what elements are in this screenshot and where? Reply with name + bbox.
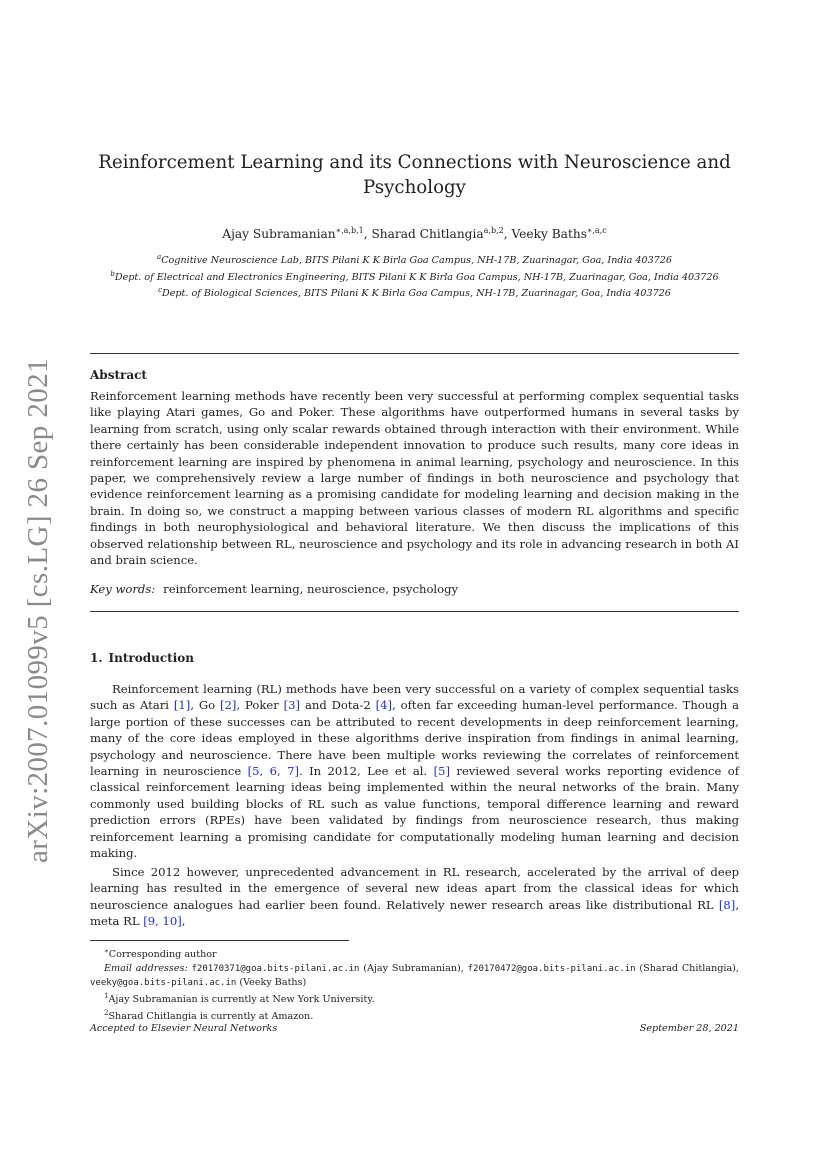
affiliation-mark: a bbox=[157, 253, 162, 261]
email-link[interactable]: f20170472@goa.bits-pilani.ac.in bbox=[467, 963, 636, 974]
email-owner: (Veeky Baths) bbox=[239, 977, 307, 988]
title-line-2: Psychology bbox=[363, 177, 466, 198]
affiliation-b bbox=[90, 268, 739, 285]
author-name: Sharad Chitlangia bbox=[371, 227, 484, 242]
footer-venue: Accepted to Elsevier Neural Networks bbox=[90, 1023, 278, 1034]
footnote-rule bbox=[90, 940, 349, 941]
author-list bbox=[90, 223, 739, 242]
footnote-text: Corresponding author bbox=[108, 949, 217, 961]
citation-link[interactable]: [3] bbox=[283, 698, 301, 713]
affiliation-a bbox=[90, 251, 739, 268]
affiliation-text: Dept. of Electrical and Electronics Engineering, BITS Pilani K K Birla Goa Campus, NH-17B, Zuarinagar, Goa, India 403726 bbox=[114, 271, 719, 283]
footnote-1 bbox=[90, 990, 739, 1007]
intro-paragraph-2 bbox=[90, 864, 739, 930]
footnote-mark: 2 bbox=[104, 1009, 109, 1017]
abstract-text: Reinforcement learning methods have recently been very successful at performing complex sequential tasks like playing Atari games, Go and Poker. These algorithms have outperformed humans in several tasks by learning from scratch, using only scalar rewards obtained through interaction with their environment. While there certainly has been considerable independent innovation to produce such results, many core ideas in reinforcement learning are inspired by phenomena in animal learning, psychology and neuroscience. In this paper, we comprehensively review a large number of findings in both neuroscience and psychology that evidence reinforcement learning as a promising candidate for modeling learning and decision making in the brain. In doing so, we construct a mapping between various classes of modern RL algorithms and specific findings in both neurophysiological and behavioral literature. We then discuss the implications of this observed relationship between RL, neuroscience and psychology and its role in advancing research in both AI and brain science. bbox=[90, 389, 739, 568]
citation-link[interactable]: [8] bbox=[718, 897, 736, 912]
citation-link[interactable]: [9, 10] bbox=[143, 914, 182, 929]
arxiv-identifier-stamp bbox=[12, 357, 64, 863]
paragraph-text: , bbox=[181, 914, 186, 929]
affiliations bbox=[90, 251, 739, 301]
affiliation-mark: b bbox=[110, 269, 115, 278]
affiliation-text: Dept. of Biological Sciences, BITS Pilani K K Birla Goa Campus, NH-17B, Zuarinagar, Goa, India 403726 bbox=[162, 288, 671, 300]
abstract-top-rule bbox=[90, 353, 739, 354]
paragraph-text: Reinforcement learning (RL) methods have been very successful on a variety of complex sequential tasks such as Atari bbox=[90, 682, 739, 713]
paragraph-text: reviewed several works reporting evidence of classical reinforcement learning ideas being implemented within the neural networks of the brain. Many commonly used building blocks of RL such as value functions, temporal difference learning and reward prediction errors (RPEs) have been validated by findings from neuroscience research, thus making reinforcement learning a promising candidate for computationally modeling human learning and decision making. bbox=[90, 764, 740, 861]
section-heading-introduction bbox=[90, 651, 194, 665]
paragraph-text: , Poker bbox=[236, 698, 284, 713]
footnotes bbox=[90, 945, 739, 1024]
title-line-1: Reinforcement Learning and its Connections with Neuroscience and bbox=[98, 152, 731, 173]
email-owner: (Ajay Subramanian), bbox=[363, 962, 464, 974]
email-link[interactable]: f20170371@goa.bits-pilani.ac.in bbox=[191, 963, 360, 974]
citation-link[interactable]: [5, 6, 7] bbox=[247, 764, 299, 779]
keywords bbox=[90, 582, 458, 596]
email-link[interactable]: veeky@goa.bits-pilani.ac.in bbox=[90, 978, 237, 988]
affiliation-mark: c bbox=[158, 286, 162, 295]
paragraph-text: , meta RL bbox=[90, 897, 739, 929]
footnote-text: Ajay Subramanian is currently at New York University. bbox=[108, 994, 375, 1006]
author-affiliation-marks: a,b,2 bbox=[483, 226, 504, 235]
intro-paragraph-1 bbox=[90, 681, 739, 861]
paragraph-text: , Go bbox=[190, 698, 220, 713]
footnote-emails bbox=[90, 962, 739, 991]
citation-link[interactable]: [4] bbox=[375, 698, 393, 713]
section-number: 1. bbox=[90, 651, 103, 665]
affiliation-text: Cognitive Neuroscience Lab, BITS Pilani K K Birla Goa Campus, NH-17B, Zuarinagar, Goa, India 403726 bbox=[161, 255, 672, 267]
footer-date: September 28, 2021 bbox=[639, 1023, 739, 1034]
author-affiliation-marks: ∗,a,c bbox=[586, 226, 607, 235]
footnote-text: Sharad Chitlangia is currently at Amazon. bbox=[108, 1011, 314, 1023]
email-label: Email addresses: bbox=[104, 962, 188, 974]
keywords-label: Key words: bbox=[90, 582, 156, 596]
citation-link[interactable]: [5] bbox=[433, 764, 450, 779]
author-name: Ajay Subramanian bbox=[222, 227, 336, 242]
abstract-bottom-rule bbox=[90, 611, 739, 612]
paragraph-text: and Dota-2 bbox=[300, 698, 376, 713]
paper-title bbox=[90, 150, 739, 200]
abstract-heading: Abstract bbox=[90, 368, 147, 382]
arxiv-stamp-text: arXiv:2007.01099v5 [cs.LG] 26 Sep 2021 bbox=[21, 357, 54, 863]
footnote-2 bbox=[90, 1007, 739, 1024]
affiliation-c bbox=[90, 284, 739, 301]
keywords-list: reinforcement learning, neuroscience, psychology bbox=[163, 582, 459, 596]
footnote-corresponding bbox=[90, 945, 739, 962]
paragraph-text: , often far exceeding human-level performance. Though a large portion of these successes can be attributed to recent developments in deep reinforcement learning, many of the core ideas employed in these algorithms derive inspiration from findings in animal learning, psychology and neuroscience. There have been multiple works reviewing the correlates of reinforcement learning in neuroscience bbox=[90, 698, 739, 779]
author-separator: , bbox=[363, 227, 372, 242]
footnote-mark: 1 bbox=[104, 992, 109, 1001]
citation-link[interactable]: [1] bbox=[173, 698, 191, 713]
author-affiliation-marks: ∗,a,b,1 bbox=[335, 226, 364, 235]
citation-link[interactable]: [2] bbox=[220, 698, 237, 713]
author-separator: , bbox=[503, 227, 512, 242]
author-name: Veeky Baths bbox=[511, 227, 587, 242]
paragraph-text: . In 2012, Lee et al. bbox=[298, 764, 434, 779]
footnote-mark: ∗ bbox=[104, 947, 109, 955]
page-footer bbox=[90, 1023, 739, 1034]
email-owner: (Sharad Chitlangia), bbox=[639, 962, 739, 974]
paragraph-text: Since 2012 however, unprecedented advancement in RL research, accelerated by the arrival of deep learning has resulted in the emergence of several new ideas apart from the classical ideas for which neuroscience analogues had earlier been found. Relatively newer research areas like distributional RL bbox=[90, 865, 739, 912]
section-title: Introduction bbox=[108, 651, 194, 665]
